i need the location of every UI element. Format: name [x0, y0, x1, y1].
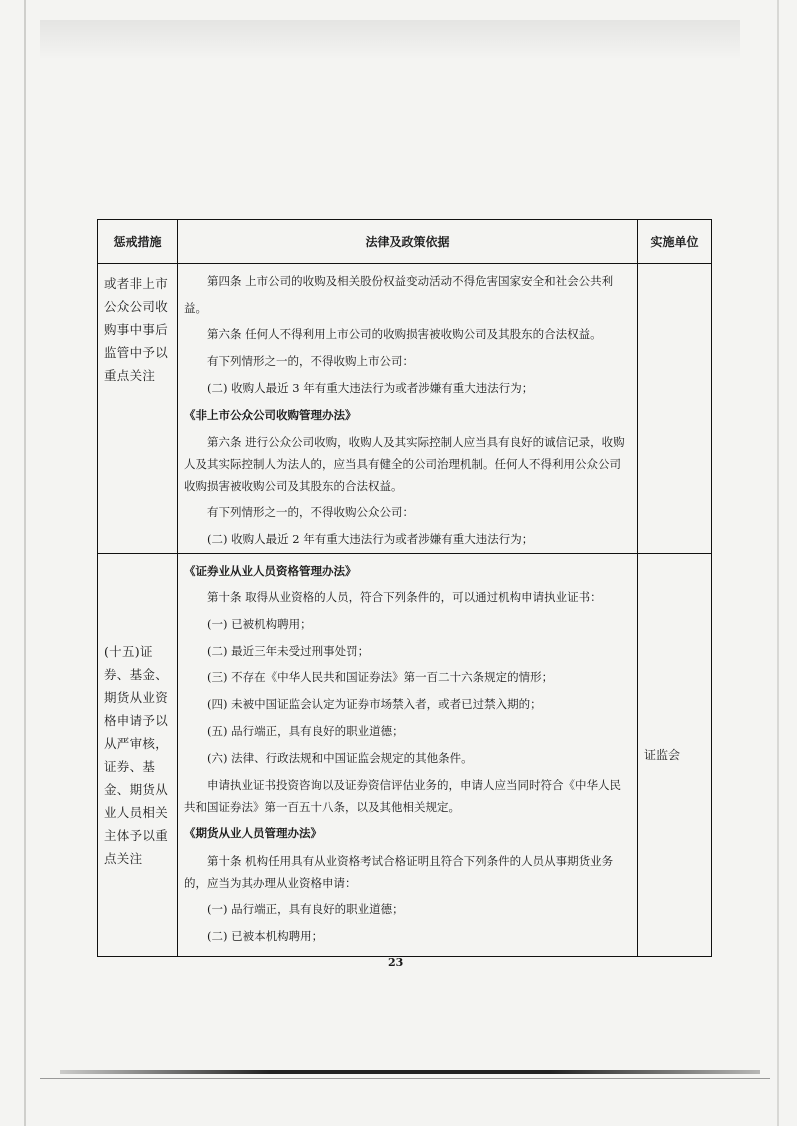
regulation-clause: (二) 已被本机构聘用；	[207, 928, 324, 943]
regulation-clause: (二) 收购人最近 3 年有重大违法行为或者涉嫌有重大违法行为；	[207, 380, 534, 395]
basis-cell	[178, 553, 638, 956]
regulation-clause: 第十条 取得从业资格的人员，符合下列条件的，可以通过机构申请执业证书：	[207, 590, 602, 605]
regulation-clause: (二) 收购人最近 2 年有重大违法行为或者涉嫌有重大违法行为；	[207, 531, 534, 546]
page-edge-right	[777, 0, 779, 1126]
regulation-clause: 第六条 进行公众公司收购，收购人及其实际控制人应当具有良好的诚信记录，收购人及其实际控制人为法人的，应当具有健全的公司治理机制。任何人不得利用公众公司收购损害被收购公司及其股东的合法权益。	[184, 435, 625, 494]
page-number: 23	[388, 956, 404, 969]
regulation-clause: (一) 已被机构聘用；	[207, 617, 312, 632]
regulation-title: 《非上市公众公司收购管理办法》	[184, 407, 357, 422]
measure-cell: (十五)证券、基金、期货从业资格申请予以从严审核，证券、基金、期货从业人员相关主体予以重点关注	[98, 553, 178, 956]
header-basis: 法律及政策依据	[178, 220, 638, 264]
regulation-clause: 申请执业证书投资咨询以及证券资信评估业务的，申请人应当同时符合《中华人民共和国证券法》第一百五十八条，以及其他相关规定。	[184, 778, 621, 815]
regulation-clause: (一) 品行端正，具有良好的职业道德；	[207, 901, 404, 916]
table-row	[98, 264, 712, 554]
regulation-clause: (四) 未被中国证监会认定为证券市场禁入者，或者已过禁入期的；	[207, 697, 542, 712]
regulation-clause: 有下列情形之一的，不得收购上市公司：	[207, 354, 414, 369]
regulation-clause: (二) 最近三年未受过刑事处罚；	[207, 643, 370, 658]
regulation-clause: (六) 法律、行政法规和中国证监会规定的其他条件。	[207, 750, 473, 765]
bottom-rule	[60, 1070, 760, 1074]
table-header-row	[98, 220, 712, 264]
unit-cell: 证监会	[638, 553, 712, 956]
header-measure: 惩戒措施	[98, 220, 178, 264]
regulation-clause: (五) 品行端正，具有良好的职业道德；	[207, 723, 404, 738]
penalty-table	[97, 219, 712, 957]
basis-paragraphs	[184, 558, 631, 950]
basis-cell	[178, 264, 638, 554]
regulation-clause: 第四条 上市公司的收购及相关股份权益变动活动不得危害国家安全和社会公共利益。	[184, 274, 614, 315]
table-row	[98, 553, 712, 956]
bottom-rule-thin	[40, 1078, 770, 1079]
regulation-clause: (三) 不存在《中华人民共和国证券法》第一百二十六条规定的情形；	[207, 670, 554, 685]
regulation-clause: 有下列情形之一的，不得收购公众公司：	[207, 505, 414, 520]
unit-cell	[638, 264, 712, 554]
regulation-title: 《证券业从业人员资格管理办法》	[184, 563, 357, 578]
scan-shadow	[40, 20, 740, 60]
measure-cell: 或者非上市公众公司收购事中事后监管中予以重点关注	[98, 264, 178, 554]
regulation-title: 《期货从业人员管理办法》	[184, 826, 322, 841]
regulation-clause: 第十条 机构任用具有从业资格考试合格证明且符合下列条件的人员从事期货业务的，应当为其办理从业资格申请：	[184, 853, 614, 890]
regulation-clause: 第六条 任何人不得利用上市公司的收购损害被收购公司及其股东的合法权益。	[207, 327, 602, 342]
basis-paragraphs	[184, 268, 631, 553]
page-edge-left	[24, 0, 26, 1126]
header-unit: 实施单位	[638, 220, 712, 264]
